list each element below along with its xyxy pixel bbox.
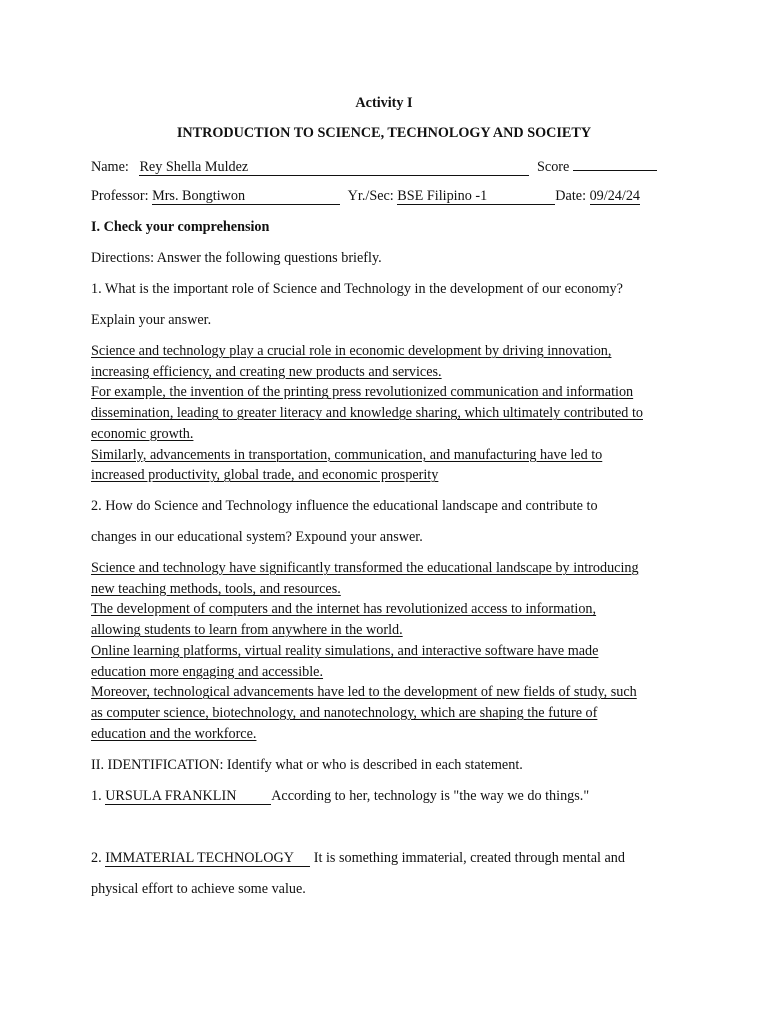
answer-2-line: new teaching methods, tools, and resources. [91,580,341,597]
question-2-line-1: 2. How do Science and Technology influence the educational landscape and contribute to [91,498,598,514]
name-value: Rey Shella Muldez [139,159,249,175]
answer-2-line: Moreover, technological advancements have led to the development of new fields of study, such [91,684,637,701]
yrsec-value: BSE Filipino -1 [397,188,488,204]
item-1-answer-field [105,788,271,805]
item-2-answer: IMMATERIAL TECHNOLOGY [105,850,294,866]
section-1-heading: I. Check your comprehension [91,219,270,235]
answer-2-line: Science and technology have significantly transformed the educational landscape by introducing [91,560,639,576]
yrsec-label: Yr./Sec: [347,188,394,204]
date-field [590,188,640,205]
question-1-line-2: Explain your answer. [91,312,212,328]
professor-label: Professor: [91,188,149,204]
item-2-number: 2. [91,850,102,866]
professor-value: Mrs. Bongtiwon [152,188,246,204]
activity-label: Activity I [355,95,413,111]
professor-row [91,186,640,206]
identification-item-2 [91,848,625,868]
answer-1-line: increased productivity, global trade, and economic prosperity [91,467,439,484]
answer-1 [91,341,691,486]
name-label: Name: [91,159,129,175]
answer-2-line: education more engaging and accessible. [91,663,324,680]
directions-text: Directions: Answer the following questions briefly. [91,250,382,266]
item-1-text: According to her, technology is "the way we do things." [271,788,590,804]
yrsec-field [397,188,555,205]
date-label: Date: [555,188,587,204]
date-value: 09/24/24 [589,188,641,204]
score-label: Score [537,159,570,175]
answer-2-line: Online learning platforms, virtual reality simulations, and interactive software have made [91,642,599,659]
item-1-answer: URSULA FRANKLIN [105,788,237,804]
name-field [139,159,529,176]
identification-item-1 [91,786,589,806]
answer-1-line: economic growth. [91,425,194,442]
answer-2-line: allowing students to learn from anywhere in the world. [91,622,403,639]
item-1-number: 1. [91,788,102,804]
answer-1-line: Similarly, advancements in transportation, communication, and manufacturing have led to [91,446,603,463]
answer-1-line: For example, the invention of the printing press revolutionized communication and information [91,384,634,401]
score-field [573,155,657,171]
section-2-heading: II. IDENTIFICATION: Identify what or who is described in each statement. [91,757,523,773]
answer-2 [91,558,691,744]
question-1-line-1: 1. What is the important role of Science and Technology in the development of our economy? [91,281,623,297]
answer-1-line: increasing efficiency, and creating new products and services. [91,363,442,380]
answer-2-line: education and the workforce. [91,725,257,742]
answer-1-line: dissemination, leading to greater literacy and knowledge sharing, which ultimately contributed to [91,405,643,422]
answer-2-line: The development of computers and the internet has revolutionized access to information, [91,601,597,618]
name-row [91,155,657,177]
item-2-answer-field [105,850,310,867]
answer-2-line: as computer science, biotechnology, and nanotechnology, which are shaping the future of [91,704,598,721]
document-title: INTRODUCTION TO SCIENCE, TECHNOLOGY AND SOCIETY [176,125,592,141]
item-2-text-line-2: physical effort to achieve some value. [91,881,306,897]
professor-field [152,188,340,205]
item-2-text-line-1: It is something immaterial, created through mental and [313,850,625,866]
answer-1-line: Science and technology play a crucial role in economic development by driving innovation, [91,343,612,359]
question-2-line-2: changes in our educational system? Expound your answer. [91,529,423,545]
